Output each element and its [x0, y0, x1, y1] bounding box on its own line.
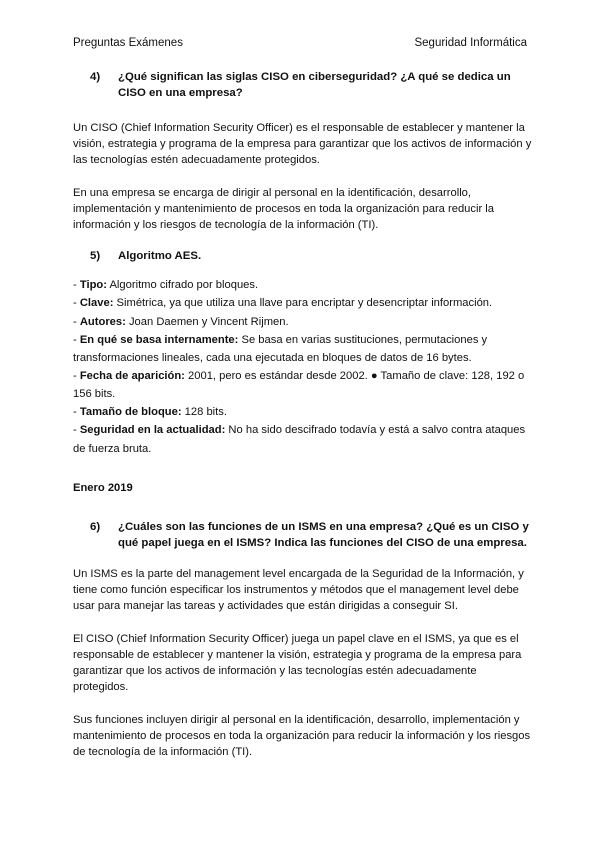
- item-label: Fecha de aparición:: [79, 370, 185, 383]
- list-item: - Clave: Simétrica, ya que utiliza una llave para encriptar y desencriptar información.: [73, 297, 493, 310]
- q6-paragraph-3: Sus funciones incluyen dirigir al personal en la identificación, desarrollo, implementación y mantenimiento de procesos en toda la organización para reducir la información y los riesgos de tecnología de la información (TI).: [73, 713, 531, 758]
- item-text: Simétrica, ya que utiliza una llave para encriptar y desencriptar información.: [113, 297, 493, 310]
- item-text: Joan Daemen y Vincent Rijmen.: [125, 315, 289, 328]
- list-item: - Autores: Joan Daemen y Vincent Rijmen.: [73, 315, 289, 328]
- q4-paragraph-1: Un CISO (Chief Information Security Officer) es el responsable de establecer y mantener la visión, estrategia y programa de la empresa para garantizar que los activos de información y las tecnologías estén adecuadamente protegidos.: [73, 121, 532, 167]
- item-label: Tipo:: [79, 279, 107, 292]
- item-text: Algoritmo cifrado por bloques.: [106, 279, 259, 292]
- item-text: 128 bits.: [181, 406, 227, 419]
- header-left: Preguntas Exámenes: [73, 37, 183, 49]
- list-item: - Fecha de aparición: 2001, pero es estándar desde 2002. ● Tamaño de clave: 128, 192 o 156 bits.: [73, 370, 525, 401]
- page-header: [73, 35, 527, 52]
- item-label: Seguridad en la actualidad:: [79, 424, 226, 437]
- aes-attribute-list: [73, 276, 535, 457]
- list-item: - Tipo: Algoritmo cifrado por bloques.: [73, 279, 259, 292]
- section-date: Enero 2019: [73, 481, 133, 494]
- question-6-heading: [90, 520, 535, 552]
- question-5-number: 5): [90, 250, 101, 263]
- item-label: En qué se basa internamente:: [79, 333, 239, 346]
- list-item: - En qué se basa internamente: Se basa en varias sustituciones, permutaciones y transformaciones lineales, cada una ejecutada en bloques de datos de 16 bytes.: [73, 333, 488, 364]
- question-6-number: 6): [90, 520, 101, 533]
- document-body: [73, 70, 535, 760]
- q6-paragraph-1: Un ISMS es la parte del management level encargada de la Seguridad de la Información, y tiene como función especificar los instrumentos y métodos que el management level debe usar para manejar las tareas y actividades que están dirigidas a conseguir SI.: [73, 567, 524, 613]
- item-text: No ha sido descifrado todavía y está a salvo contra ataques de fuerza bruta.: [73, 424, 526, 455]
- item-label: Clave:: [79, 297, 114, 310]
- question-4-number: 4): [90, 71, 101, 83]
- item-text: Se basa en varias sustituciones, permutaciones y transformaciones lineales, cada una ejecutada en bloques de datos de 16 bytes.: [73, 333, 488, 364]
- item-label: Tamaño de bloque:: [79, 406, 182, 419]
- q4-paragraph-2: En una empresa se encarga de dirigir al personal en la identificación, desarrollo, implementación y mantenimiento de procesos en toda la organización para reducir la información y los riesgos de tecnología de la información (TI).: [73, 186, 495, 232]
- item-label: Autores:: [79, 315, 126, 328]
- question-6-text: ¿Cuáles son las funciones de un ISMS en una empresa? ¿Qué es un CISO y qué papel juega en el ISMS? Indica las funciones del CISO de una empresa.: [118, 520, 529, 549]
- q6-paragraph-2: El CISO (Chief Information Security Officer) juega un papel clave en el ISMS, ya que es el responsable de establecer y mantener la visión, estrategia y programa de la empresa para garantizar que los activos de información y las tecnologías estén adecuadamente protegidos.: [73, 632, 522, 694]
- question-4-text: ¿Qué significan las siglas CISO en ciberseguridad? ¿A qué se dedica un CISO en una empresa?: [118, 71, 511, 99]
- list-item: - Seguridad en la actualidad: No ha sido descifrado todavía y está a salvo contra ataques de fuerza bruta.: [73, 424, 526, 455]
- header-right: Seguridad Informática: [414, 37, 527, 49]
- question-5-heading: [90, 249, 535, 265]
- question-4-heading: [90, 70, 535, 102]
- item-text: 2001, pero es estándar desde 2002. ● Tamaño de clave: 128, 192 o 156 bits.: [73, 370, 525, 401]
- question-5-text: Algoritmo AES.: [118, 250, 202, 263]
- list-item: - Tamaño de bloque: 128 bits.: [73, 406, 227, 419]
